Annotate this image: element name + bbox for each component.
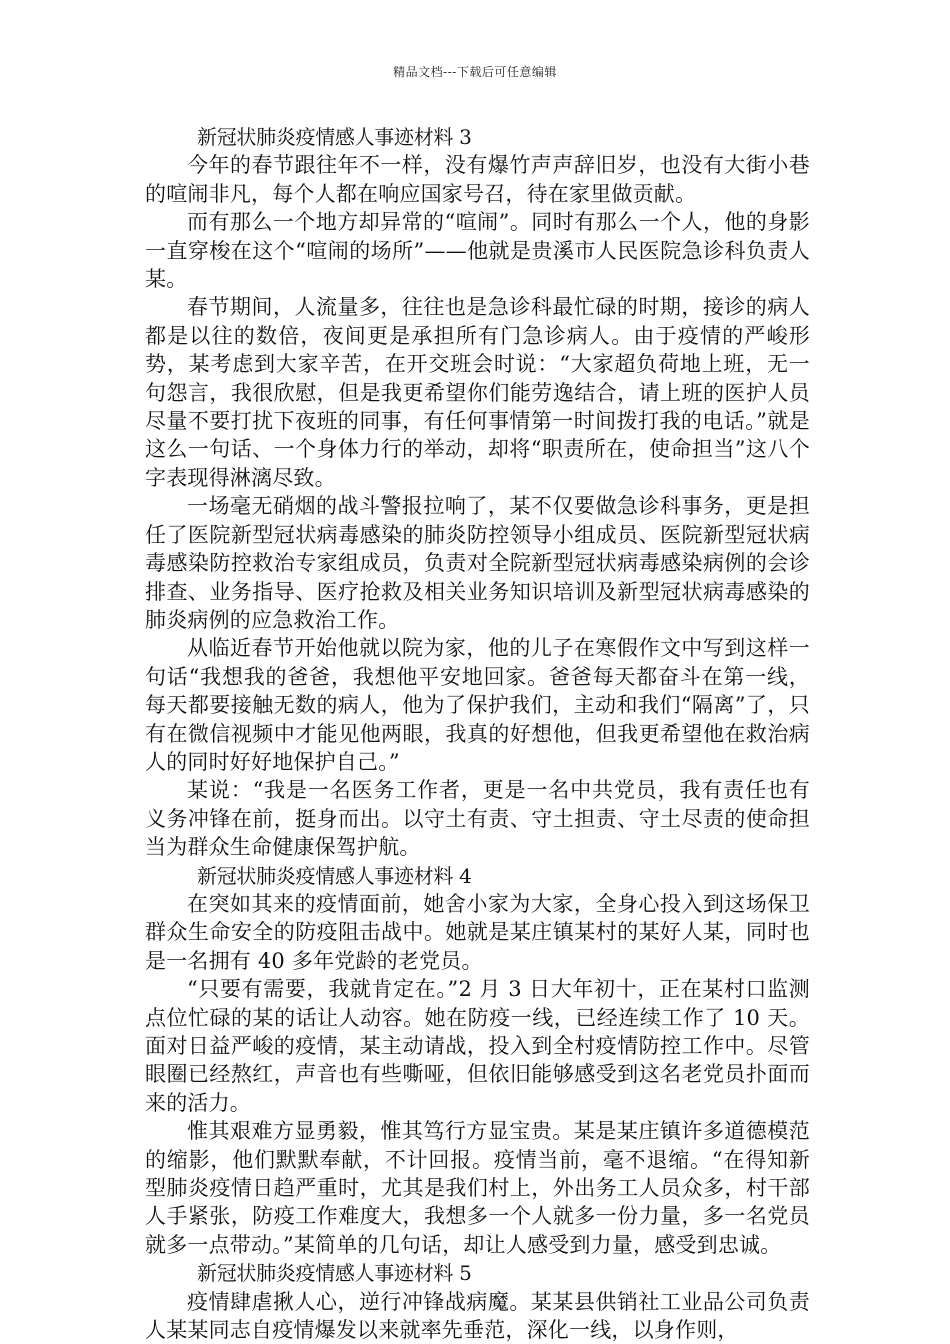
- section-heading-5: 新冠状肺炎疫情感人事迹材料 5: [197, 1261, 472, 1286]
- paragraph: 今年的春节跟往年不一样，没有爆竹声声辞旧岁，也没有大街小巷的喧闹非凡，每个人都在响应国家号召，待在家里做贡献。: [145, 153, 810, 206]
- paragraph: 惟其艰难方显勇毅，惟其笃行方显宝贵。某是某庄镇许多道德模范的缩影，他们默默奉献，不计回报。疫情当前，毫不退缩。“在得知新型肺炎疫情日趋严重时，尤其是我们村上，外出务工人员众多，村干部人手紧张，防疫工作难度大，我想多一个人就多一份力量，多一名党员就多一点带动。”某简单的几句话，却让人感受到力量，感受到忠诚。: [145, 1119, 810, 1257]
- paragraph: 一场毫无硝烟的战斗警报拉响了，某不仅要做急诊科事务，更是担任了医院新型冠状病毒感染的肺炎防控领导小组成员、医院新型冠状病毒感染防控救治专家组成员，负责对全院新型冠状病毒感染病例的会诊排查、业务指导、医疗抢救及相关业务知识培训及新型冠状病毒感染的肺炎病例的应急救治工作。: [145, 494, 810, 632]
- section-heading-4: 新冠状肺炎疫情感人事迹材料 4: [197, 863, 472, 888]
- paragraph: 春节期间，人流量多，往往也是急诊科最忙碌的时期，接诊的病人都是以往的数倍，夜间更是承担所有门急诊病人。由于疫情的严峻形势，某考虑到大家辛苦，在开交班会时说：“大家超负荷地上班，无一句怨言，我很欣慰，但是我更希望你们能劳逸结合，请上班的医护人员尽量不要打扰下夜班的同事，有任何事情第一时间拨打我的电话。”就是这么一句话、一个身体力行的举动，却将“职责所在，使命担当”这八个字表现得淋漓尽致。: [145, 295, 810, 490]
- paragraph: 疫情肆虐揪人心，逆行冲锋战病魔。某某县供销社工业品公司负责人某某同志自疫情爆发以来就率先垂范，深化一线，以身作则，: [145, 1289, 810, 1343]
- page-header: 精品文档---下载后可任意编辑: [393, 65, 557, 79]
- paragraph: 某说：“我是一名医务工作者，更是一名中共党员，我有责任也有义务冲锋在前，挺身而出。以守土有责、守土担责、守土尽责的使命担当为群众生命健康保驾护航。: [145, 778, 810, 860]
- document-body: [145, 123, 810, 1344]
- section-heading-3: 新冠状肺炎疫情感人事迹材料 3: [197, 125, 472, 149]
- paragraph: 在突如其来的疫情面前，她舍小家为大家，全身心投入到这场保卫群众生命安全的防疫阻击战中。她就是某庄镇某村的某好人某，同时也是一名拥有 40 多年党龄的老党员。: [145, 891, 810, 973]
- paragraph: 而有那么一个地方却异常的“喧闹”。同时有那么一个人，他的身影一直穿梭在这个“喧闹的场所”——他就是贵溪市人民医院急诊科负责人某。: [145, 210, 810, 292]
- paragraph: 从临近春节开始他就以院为家，他的儿子在寒假作文中写到这样一句话“我想我的爸爸，我想他平安地回家。爸爸每天都奋斗在第一线，每天都要接触无数的病人，他为了保护我们，主动和我们“隔离”了，只有在微信视频中才能见他两眼，我真的好想他，但我更希望他在救治病人的同时好好地保护自己。”: [145, 636, 810, 774]
- paragraph: “只要有需要，我就肯定在。”2 月 3 日大年初十，正在某村口监测点位忙碌的某的话让人动容。她在防疫一线，已经连续工作了 10 天。面对日益严峻的疫情，某主动请战，投入到全村疫情防控工作中。尽管眼圈已经熬红，声音也有些嘶哑，但依旧能够感受到这名老党员扑面而来的活力。: [145, 977, 810, 1115]
